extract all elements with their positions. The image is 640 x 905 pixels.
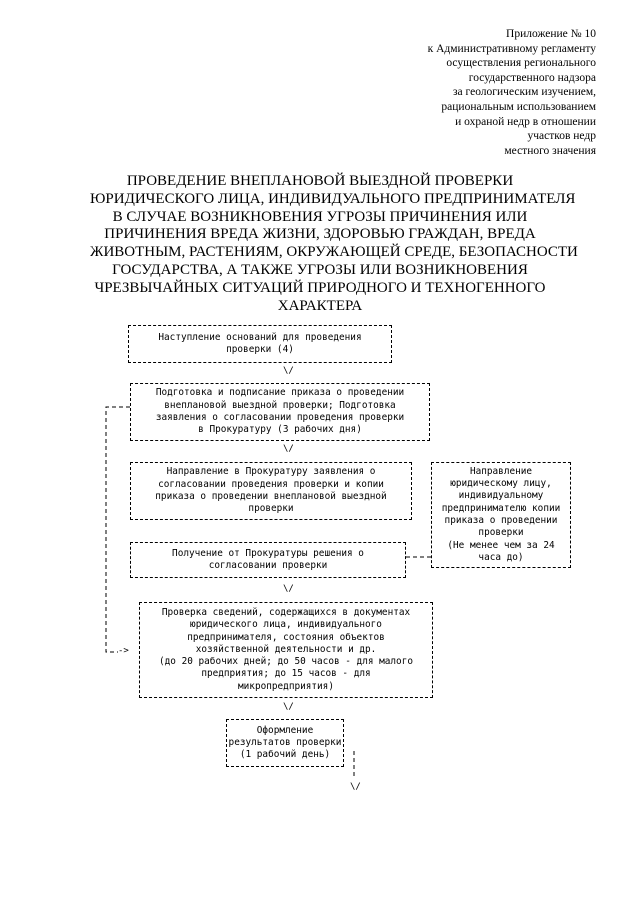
arrow-down-icon: \/ — [283, 584, 294, 594]
title-line: ЖИВОТНЫМ, РАСТЕНИЯМ, ОКРУЖАЮЩЕЙ СРЕДЕ, БЕЗОПАСНОСТИ — [90, 244, 578, 261]
step-text-line: юридического лица, индивидуального — [190, 619, 382, 631]
arrow-down-icon: \/ — [283, 444, 294, 454]
step-text-line: индивидуальному — [458, 490, 544, 502]
title-line: ГОСУДАРСТВА, А ТАКЖЕ УГРОЗЫ ИЛИ ВОЗНИКНОВЕНИЯ — [112, 261, 528, 278]
appendix-line: Приложение № 10 — [506, 28, 596, 40]
appendix-line: и охраной недр в отношении — [455, 115, 596, 128]
appendix-line: рациональным использованием — [441, 100, 596, 113]
title-line: В СЛУЧАЕ ВОЗНИКНОВЕНИЯ УГРОЗЫ ПРИЧИНЕНИЯ ИЛИ — [112, 208, 528, 225]
appendix-line: участков недр — [527, 130, 596, 143]
step-text-line: Направление — [469, 465, 533, 477]
step-text-line: предпринимателю копии — [441, 502, 561, 514]
step-text-line: согласовании проверки — [208, 560, 328, 571]
step-text-line: Наступление оснований для проведения — [158, 331, 362, 343]
appendix-line: за геологическим изучением, — [453, 86, 596, 99]
appendix-line: к Административному регламенту — [427, 42, 596, 55]
step-text-line: Оформление — [256, 724, 314, 736]
title-line: ХАРАКТЕРА — [277, 297, 363, 314]
appendix-line: местного значения — [504, 144, 596, 157]
step-text-line: (1 рабочий день) — [239, 749, 331, 761]
appendix-line: государственного надзора — [468, 71, 596, 84]
step-text-line: Проверка сведений, содержащихся в документах — [161, 606, 411, 618]
step-text-line: внеплановой выездной проверки; Подготовка — [164, 399, 396, 411]
step-text-line: Подготовка и подписание приказа о проведении — [155, 387, 405, 399]
step-text-line: Направление в Прокуратуру заявления о — [166, 466, 376, 478]
step-text-line: результатов проверки — [228, 736, 342, 748]
step-text-line: заявления о согласовании проведения проверки — [155, 412, 405, 423]
appendix-line: осуществления регионального — [446, 57, 596, 70]
step-text-line: Получение от Прокуратуры решения о — [172, 547, 364, 559]
arrow-right-icon: -> — [118, 646, 129, 656]
step-text-line: проверки (4) — [226, 344, 294, 355]
title-line: ЮРИДИЧЕСКОГО ЛИЦА, ИНДИВИДУАЛЬНОГО ПРЕДПРИНИМАТЕЛЯ — [90, 190, 576, 207]
title-line: ЧРЕЗВЫЧАЙНЫХ СИТУАЦИЙ ПРИРОДНОГО И ТЕХНОГЕННОГО — [94, 279, 546, 296]
arrow-down-icon: \/ — [283, 366, 294, 376]
step-text-line: хозяйственной деятельности и др. — [195, 643, 377, 655]
step-text-line: в Прокуратуру (3 рабочих дня) — [198, 424, 362, 436]
title-line: ПРОВЕДЕНИЕ ВНЕПЛАНОВОЙ ВЫЕЗДНОЙ ПРОВЕРКИ — [126, 173, 514, 189]
arrow-down-icon: \/ — [283, 702, 294, 712]
step-text-line: микропредприятия) — [238, 680, 334, 692]
step-text-line: (до 20 рабочих дней; до 50 часов - для малого — [159, 656, 413, 668]
step-text-line: предприятия; до 15 часов - для — [201, 668, 371, 680]
step-text-line: предпринимателя, состояния объектов — [187, 631, 385, 643]
step-text-line: (Не менее чем за 24 — [447, 539, 555, 551]
step-text-line: согласовании проведения проверки и копии — [158, 478, 384, 490]
title-line: ПРИЧИНЕНИЯ ВРЕДА ЖИЗНИ, ЗДОРОВЬЮ ГРАЖДАН, ВРЕДА — [104, 226, 536, 243]
step-text-line: юридическому лицу, — [450, 478, 552, 490]
step-text-line: проверки — [478, 527, 524, 539]
step-text-line: проверки — [248, 503, 294, 515]
step-text-line: часа до) — [478, 551, 524, 563]
step-text-line: приказа о проведении внеплановой выездной — [155, 491, 387, 502]
arrow-down-icon: \/ — [350, 782, 361, 792]
step-text-line: приказа о проведении — [444, 515, 558, 526]
